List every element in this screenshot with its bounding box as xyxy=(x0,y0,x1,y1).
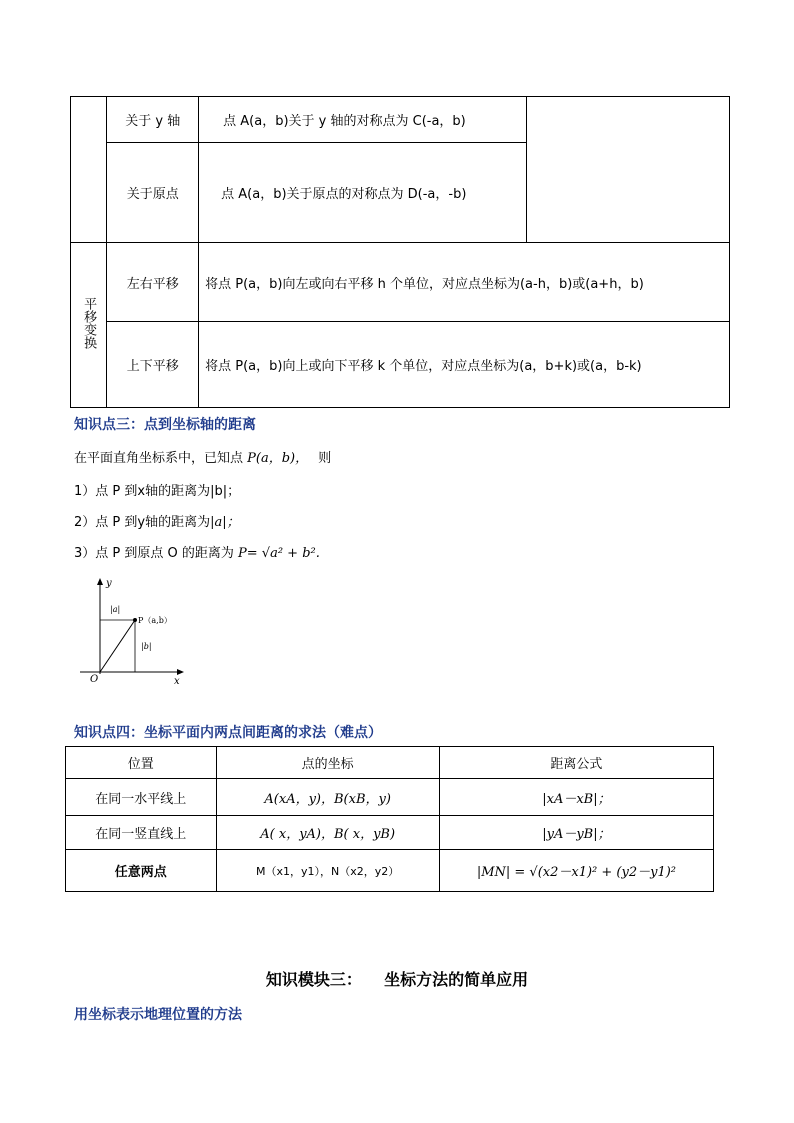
transform-table xyxy=(70,96,730,408)
origin-label: O xyxy=(90,674,99,685)
kp3-intro-prefix: 在平面直角坐标系中，已知点 xyxy=(74,451,244,466)
distance-figure xyxy=(70,574,190,694)
row-label-y-axis: 关于 y 轴 xyxy=(107,97,199,143)
row-label-horizontal: 左右平移 xyxy=(107,243,199,322)
kp3-item1: 1）点 P 到x轴的距离为|b|； xyxy=(74,484,241,499)
distance-segment xyxy=(100,620,135,672)
row-label-origin: 关于原点 xyxy=(107,143,199,243)
row-pos-any: 任意两点 xyxy=(66,850,217,892)
b-label: |b| xyxy=(141,642,152,651)
row-formula-horizontal: |xA－xB|； xyxy=(439,779,713,816)
header-position: 位置 xyxy=(66,747,217,779)
point-p xyxy=(133,618,137,622)
row-coord-horizontal: A(xA，y)，B(xB，y) xyxy=(216,779,439,816)
kp3-item3-formula: P= √a² + b². xyxy=(238,546,320,561)
row-formula-any: |MN| = √(x2－x1)² + (y2－y1)² xyxy=(439,850,713,892)
row-formula-vertical: |yA－yB|； xyxy=(439,816,713,850)
row-pos-horizontal: 在同一水平线上 xyxy=(66,779,217,816)
kp3-item3 xyxy=(74,542,320,561)
x-axis-arrow-icon xyxy=(177,669,184,675)
kp3-intro xyxy=(74,447,331,466)
row-desc-vertical: 将点 P(a，b)向上或向下平移 k 个单位，对应点坐标为(a，b+k)或(a，b-k) xyxy=(199,322,730,408)
kp3-item3-prefix: 3）点 P 到原点 O 的距离为 xyxy=(74,546,234,561)
row-label-vertical: 上下平移 xyxy=(107,322,199,408)
x-axis-label: x xyxy=(174,676,180,687)
row-coord-vertical: A( x，yA)，B( x，yB) xyxy=(216,816,439,850)
kp3-item2-prefix: 2）点 P 到y轴的距离为 xyxy=(74,515,211,530)
row-desc-horizontal: 将点 P(a，b)向左或向右平移 h 个单位，对应点坐标为(a-h，b)或(a+h，b) xyxy=(199,243,730,322)
module3-title: 知识模块三： 坐标方法的简单应用 xyxy=(265,970,529,989)
row-pos-vertical: 在同一竖直线上 xyxy=(66,816,217,850)
kp3-title: 知识点三：点到坐标轴的距离 xyxy=(74,417,256,433)
row-desc-y-axis: 点 A(a，b)关于 y 轴的对称点为 C(-a，b) xyxy=(199,97,527,143)
point-label: P（a,b） xyxy=(138,616,172,625)
group-label: 平移变换 xyxy=(81,297,97,349)
y-axis-arrow-icon xyxy=(97,578,103,585)
kp3-intro-point: P(a，b)， xyxy=(247,451,309,466)
header-coordinate: 点的坐标 xyxy=(216,747,439,779)
row-coord-any: M（x1，y1），N（x2，y2） xyxy=(216,850,439,892)
header-formula: 距离公式 xyxy=(439,747,713,779)
module3-subtitle: 用坐标表示地理位置的方法 xyxy=(74,1007,242,1023)
distance-table xyxy=(65,746,714,892)
kp3-item2-value: |a|； xyxy=(210,515,240,530)
group-label-cell xyxy=(71,243,107,408)
kp3-item2 xyxy=(74,511,240,530)
group-cell-empty xyxy=(71,97,107,243)
row-desc-origin: 点 A(a，b)关于原点的对称点为 D(-a，-b) xyxy=(199,143,527,243)
blank-cell xyxy=(527,97,730,243)
y-axis-label: y xyxy=(106,578,112,589)
a-label: |a| xyxy=(110,605,121,614)
kp4-title: 知识点四：坐标平面内两点间距离的求法（难点） xyxy=(74,725,382,741)
kp3-intro-suffix: 则 xyxy=(318,451,332,466)
